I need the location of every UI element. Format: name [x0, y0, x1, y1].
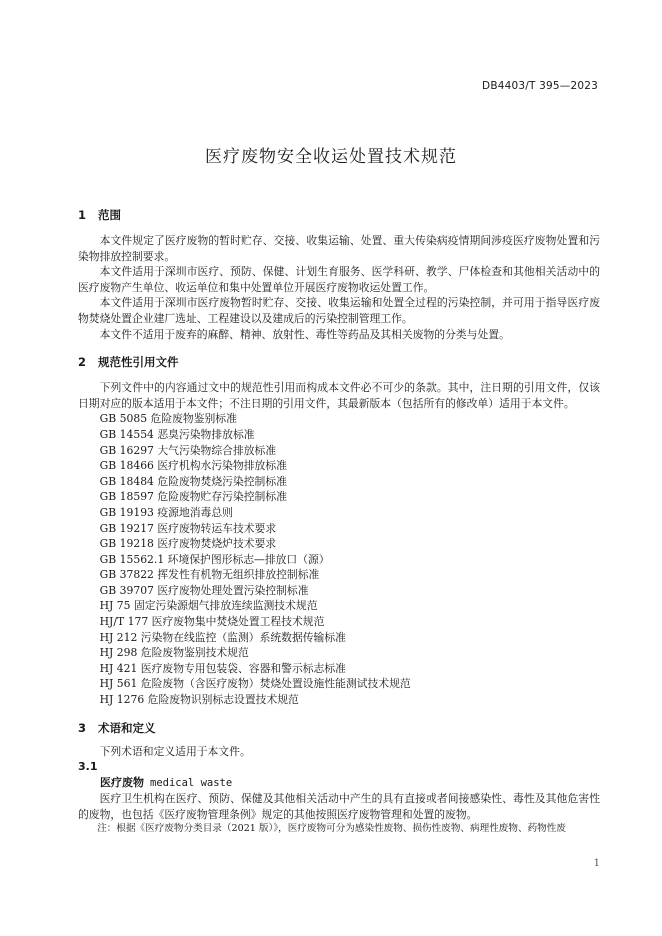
- section-number: 3: [78, 720, 87, 735]
- reference-item: GB 18484 危险废物焚烧污染控制标准: [99, 474, 287, 488]
- reference-item: GB 5085 危险废物鉴别标准: [99, 412, 237, 426]
- reference-item: HJ 75 固定污染源烟气排放连续监测技术规范: [99, 599, 318, 613]
- reference-item: GB 19193 疫源地消毒总则: [99, 505, 233, 519]
- scope-paragraph: 本文件不适用于废弃的麻醉、精神、放射性、毒性等药品及其相关废物的分类与处置。: [99, 327, 510, 341]
- term-note: 注：根据《医疗废物分类目录（2021 版）》，医疗废物可分为感染性废物、损伤性废物、病理性废物、药物性废: [97, 823, 566, 835]
- reference-item: GB 15562.1 环境保护图形标志—排放口（源）: [99, 552, 330, 566]
- section-heading-normative-references: [78, 352, 600, 372]
- reference-item: GB 14554 恶臭污染物排放标准: [99, 427, 255, 441]
- term-entry: [78, 775, 600, 791]
- section-number: 2: [78, 355, 87, 370]
- reference-item: GB 16297 大气污染物综合排放标准: [99, 443, 277, 457]
- section-title: 范围: [98, 208, 121, 222]
- term-definition: 医疗卫生机构在医疗、预防、保健及其他相关活动中产生的具有直接或者间接感染性、毒性及其他危害性的废物，也包括《医疗废物管理条例》规定的其他按照医疗废物管理和处置的废物。: [78, 792, 600, 821]
- reference-list: [78, 411, 600, 707]
- reference-item: HJ 1276 危险废物识别标志设置技术规范: [99, 693, 299, 707]
- reference-item: GB 18597 危险废物贮存污染控制标准: [99, 490, 287, 504]
- document-body: [78, 205, 600, 836]
- reference-item: GB 19217 医疗废物转运车技术要求: [99, 521, 277, 535]
- term-english: medical waste: [150, 777, 233, 790]
- terms-intro: 下列术语和定义适用于本文件。: [99, 744, 251, 758]
- section-heading-scope: [78, 205, 600, 225]
- term-chinese: 医疗废物: [100, 776, 144, 790]
- normative-intro: 下列文件中的内容通过文中的规范性引用而构成本文件必不可少的条款。其中，注日期的引用文件，仅该日期对应的版本适用于本文件；不注日期的引用文件，其最新版本（包括所有的修改单）适用于本文件。: [78, 381, 600, 410]
- reference-item: GB 18466 医疗机构水污染物排放标准: [99, 459, 287, 473]
- section-title: 规范性引用文件: [98, 355, 179, 370]
- reference-item: HJ 421 医疗废物专用包装袋、容器和警示标志标准: [99, 661, 346, 675]
- section-title: 术语和定义: [98, 720, 156, 735]
- scope-paragraph: 本文件规定了医疗废物的暂时贮存、交接、收集运输、处置、重大传染病疫情期间涉疫医疗废物处置和污染物排放控制要求。: [78, 234, 600, 263]
- scope-paragraph: 本文件适用于深圳市医疗废物暂时贮存、交接、收集运输和处置全过程的污染控制，并可用于指导医疗废物焚烧处置企业建厂选址、工程建设以及建成后的污染控制管理工作。: [78, 296, 600, 325]
- document-code: DB4403/T 395—2023: [482, 80, 598, 92]
- reference-item: GB 37822 挥发性有机物无组织排放控制标准: [99, 568, 320, 582]
- section-heading-terms: [78, 718, 600, 738]
- reference-item: HJ 212 污染物在线监控（监测）系统数据传输标准: [99, 630, 346, 644]
- reference-item: HJ/T 177 医疗废物集中焚烧处置工程技术规范: [99, 615, 325, 629]
- document-title: 医疗废物安全收运处置技术规范: [205, 147, 457, 167]
- page-number: 1: [593, 858, 600, 869]
- reference-item: HJ 298 危险废物鉴别技术规范: [99, 646, 249, 660]
- reference-item: HJ 561 危险废物（含医疗废物）焚烧处置设施性能测试技术规范: [99, 677, 411, 691]
- reference-item: GB 19218 医疗废物焚烧炉技术要求: [99, 537, 277, 551]
- reference-item: GB 39707 医疗废物处理处置污染控制标准: [99, 583, 309, 597]
- scope-paragraph: 本文件适用于深圳市医疗、预防、保健、计划生育服务、医学科研、教学、尸体检查和其他相关活动中的医疗废物产生单位、收运单位和集中处置单位开展医疗废物收运处置工作。: [78, 265, 600, 294]
- clause-number: 3.1: [78, 760, 98, 774]
- section-number: 1: [78, 208, 87, 222]
